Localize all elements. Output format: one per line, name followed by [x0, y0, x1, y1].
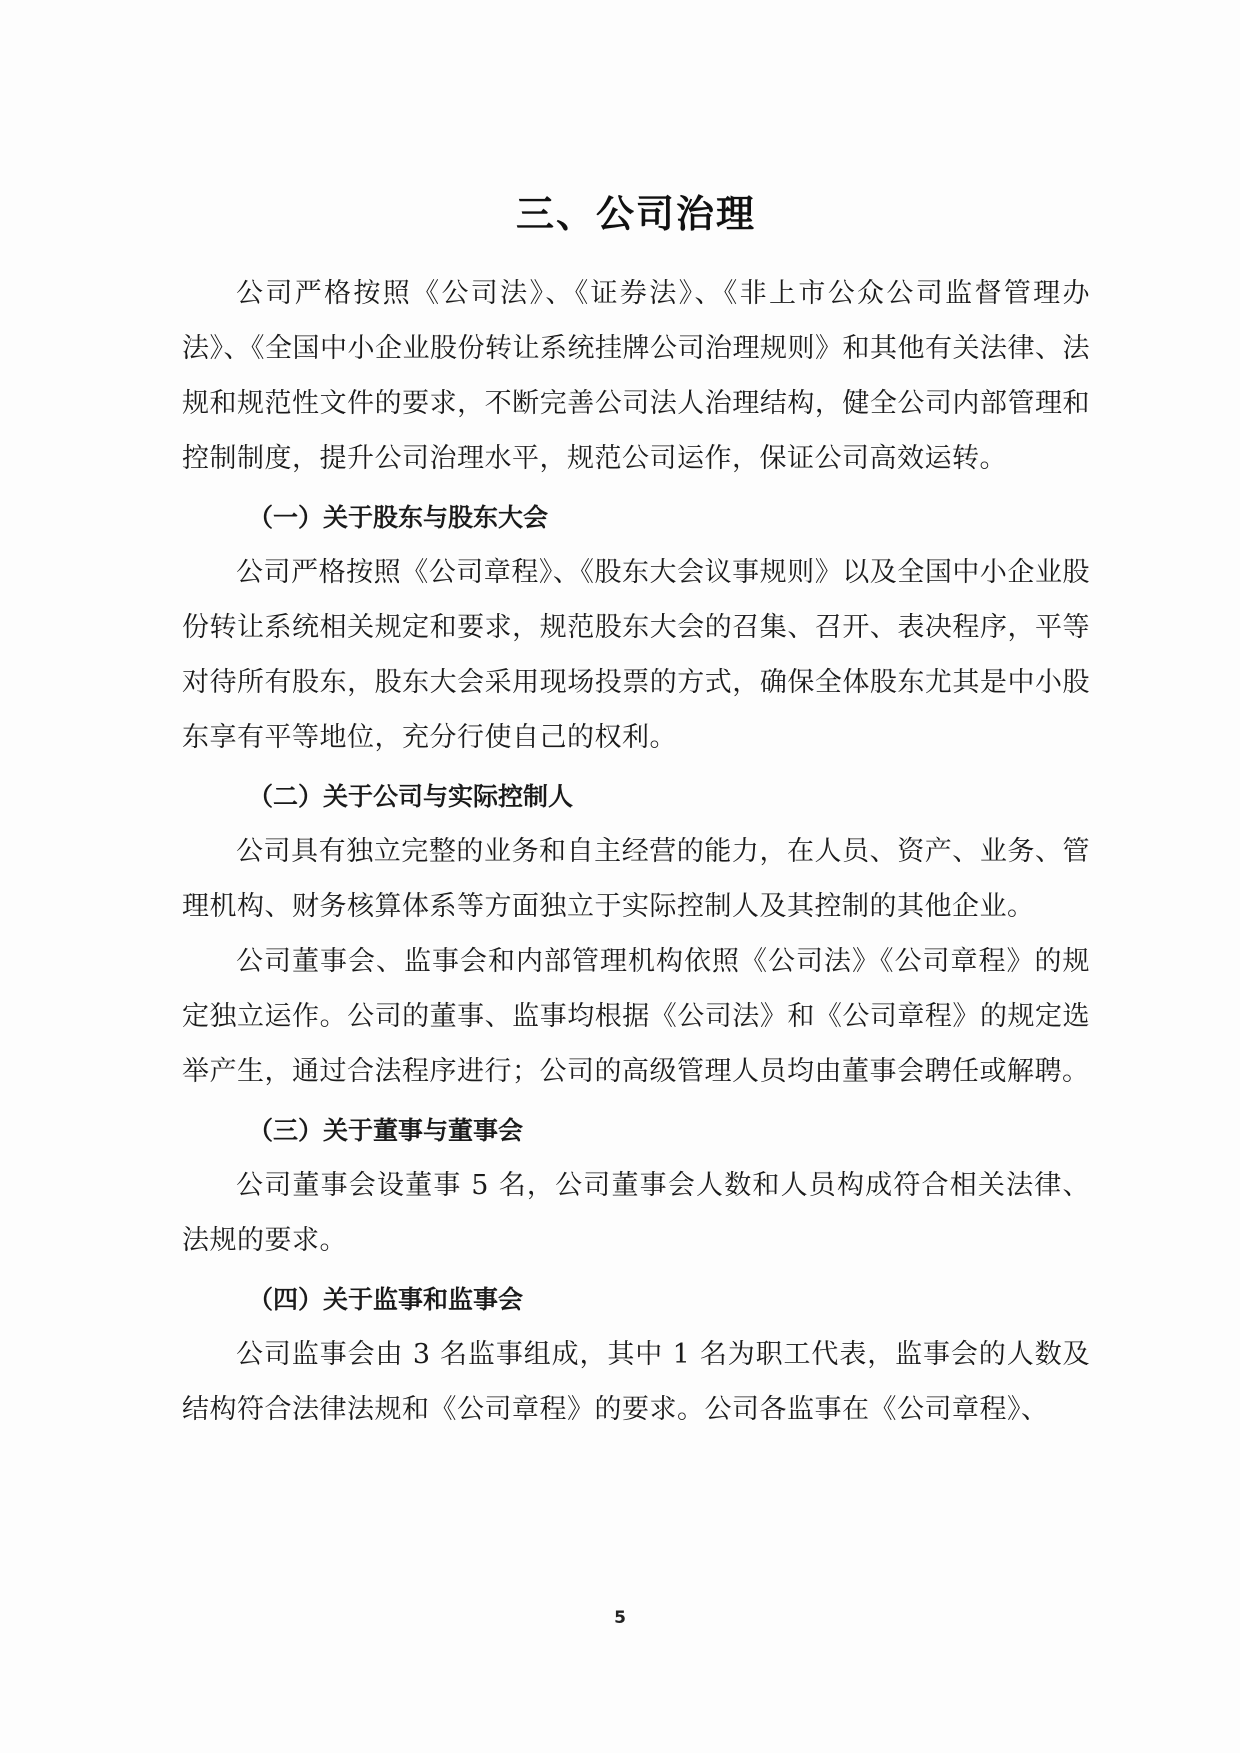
section-paragraph: 公司监事会由 3 名监事组成，其中 1 名为职工代表，监事会的人数及结构符合法律法规和《公司章程》的要求。公司各监事在《公司章程》、	[182, 1339, 1090, 1425]
intro-paragraph: 公司严格按照《公司法》、《证券法》、《非上市公众公司监督管理办法》、《全国中小企业股份转让系统挂牌公司治理规则》和其他有关法律、法规和规范性文件的要求，不断完善公司法人治理结构，健全公司内部管理和控制制度，提升公司治理水平，规范公司运作，保证公司高效运转。	[182, 278, 1090, 474]
page-title: 三、公司治理	[515, 192, 756, 236]
section-heading-board: （三）关于董事与董事会	[248, 1116, 524, 1145]
section-paragraph: 公司严格按照《公司章程》、《股东大会议事规则》以及全国中小企业股份转让系统相关规定和要求，规范股东大会的召集、召开、表决程序，平等对待所有股东，股东大会采用现场投票的方式，确保全体股东尤其是中小股东享有平等地位，充分行使自己的权利。	[182, 557, 1090, 753]
section-heading-supervisors: （四）关于监事和监事会	[248, 1285, 524, 1314]
document-body	[182, 190, 1090, 1437]
section-heading-shareholders: （一）关于股东与股东大会	[248, 503, 549, 532]
section-heading-controller: （二）关于公司与实际控制人	[248, 782, 574, 811]
section-paragraph: 公司董事会、监事会和内部管理机构依照《公司法》《公司章程》的规定独立运作。公司的董事、监事均根据《公司法》和《公司章程》的规定选举产生，通过合法程序进行；公司的高级管理人员均由董事会聘任或解聘。	[182, 946, 1090, 1087]
section-paragraph: 公司董事会设董事 5 名，公司董事会人数和人员构成符合相关法律、法规的要求。	[182, 1170, 1090, 1256]
section-paragraph: 公司具有独立完整的业务和自主经营的能力，在人员、资产、业务、管理机构、财务核算体系等方面独立于实际控制人及其控制的其他企业。	[182, 836, 1090, 922]
page-number: 5	[614, 1608, 626, 1628]
